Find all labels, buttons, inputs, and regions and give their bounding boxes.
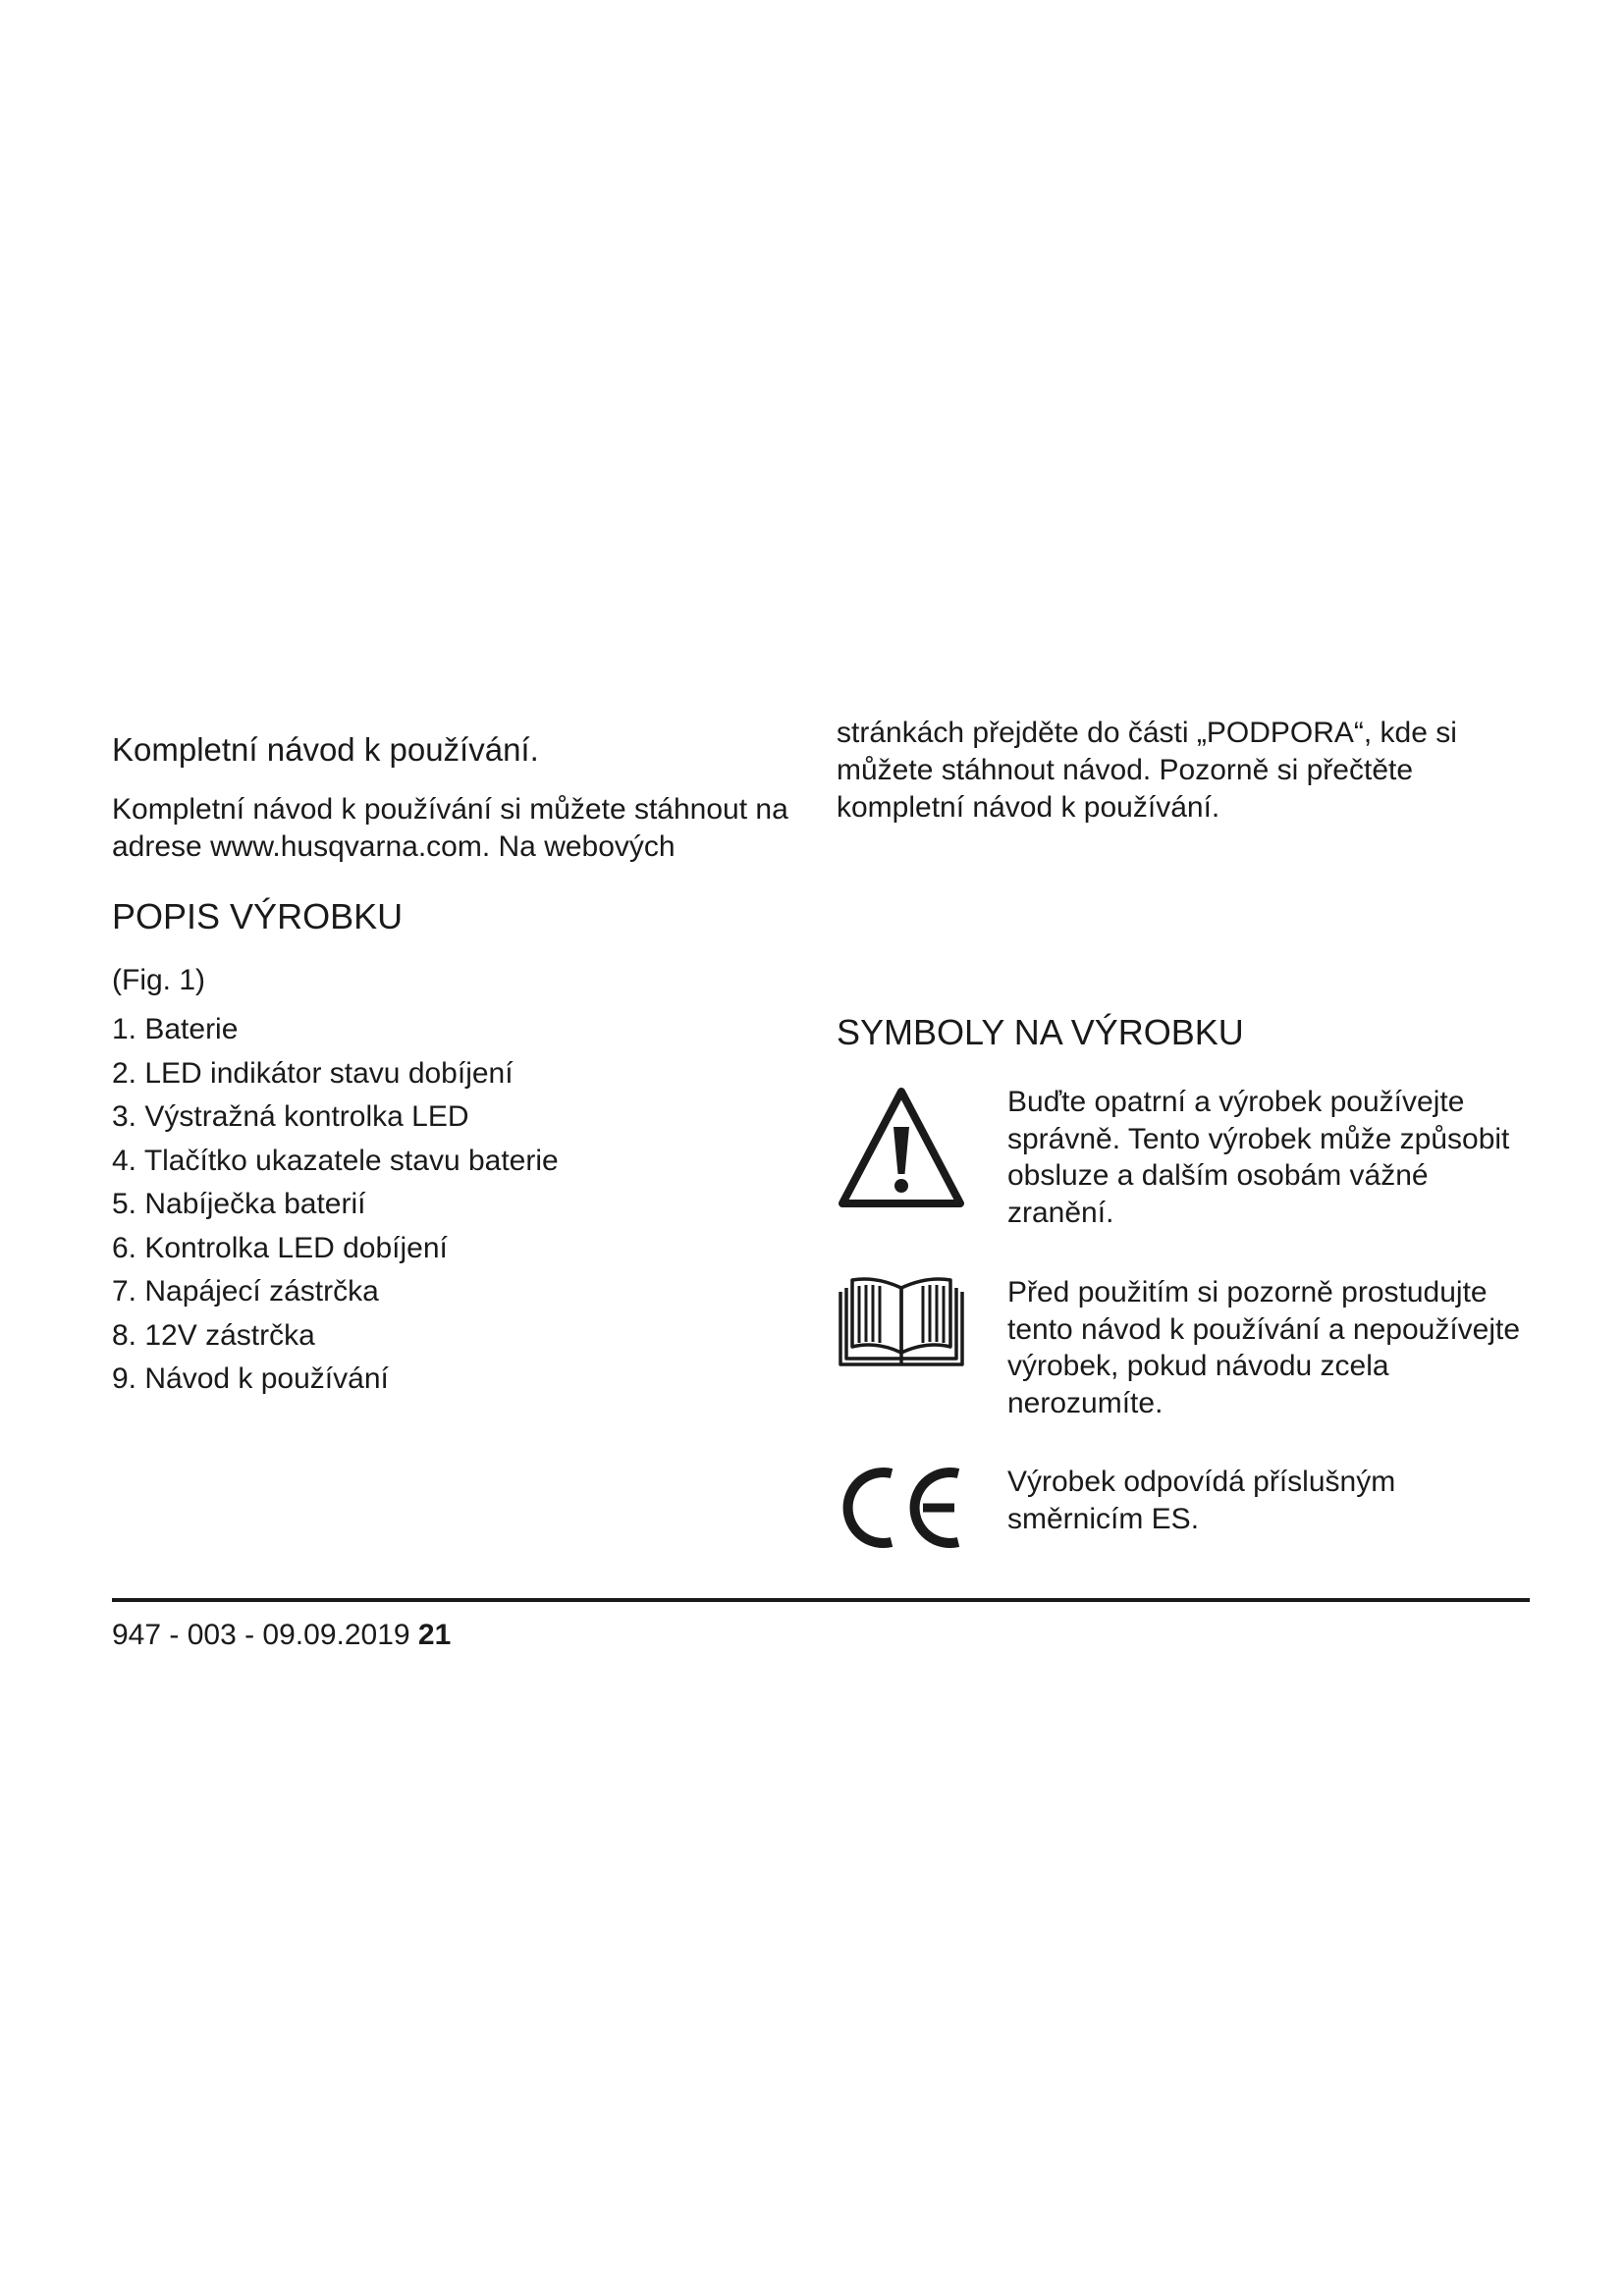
parts-list (112, 1008, 799, 1402)
open-book-icon (837, 1274, 966, 1402)
document-code: 947 - 003 - 09.09.2019 (112, 1619, 410, 1651)
list-item: 9. Návod k používání (112, 1362, 389, 1395)
list-item: 4. Tlačítko ukazatele stavu baterie (112, 1144, 559, 1177)
symbol-description: Buďte opatrní a výrobek používejte správně. Tento výrobek může způsobit obsluze a dalším osobám vážné zranění. (1007, 1086, 1510, 1229)
symbol-description: Výrobek odpovídá příslušným směrnicím ES. (1007, 1466, 1396, 1535)
product-description-heading: POPIS VÝROBKU (112, 896, 404, 936)
footer-divider (112, 1598, 1530, 1602)
list-item: 1. Baterie (112, 1013, 239, 1045)
warning-triangle-icon (837, 1084, 966, 1211)
footer (112, 1618, 451, 1653)
ce-mark-icon (837, 1464, 966, 1591)
symbol-row-warning (837, 1084, 1543, 1241)
list-item: 3. Výstražná kontrolka LED (112, 1100, 469, 1133)
list-item: 2. LED indikátor stavu dobíjení (112, 1056, 514, 1090)
symbol-description: Před použitím si pozorně prostudujte tento návod k používání a nepoužívejte výrobek, pokud návodu zcela nerozumíte. (1007, 1276, 1521, 1419)
manual-download-heading: Kompletní návod k používání. (112, 731, 539, 768)
list-item: 8. 12V zástrčka (112, 1318, 315, 1352)
list-item: 7. Napájecí zástrčka (112, 1275, 379, 1308)
manual-download-text-continued: stránkách přejděte do části „PODPORA“, kde si můžete stáhnout návod. Pozorně si přečtěte kompletní návod k používání. (837, 717, 1457, 824)
symbol-row-manual (837, 1274, 1543, 1431)
list-item: 6. Kontrolka LED dobíjení (112, 1231, 448, 1264)
page-number: 21 (417, 1619, 452, 1651)
symbols-heading: SYMBOLY NA VÝROBKU (837, 1012, 1244, 1052)
manual-download-text: Kompletní návod k používání si můžete stáhnout na adrese www.husqvarna.com. Na webových (112, 793, 788, 863)
list-item: 5. Nabíječka baterií (112, 1188, 366, 1220)
symbol-row-ce (837, 1464, 1543, 1621)
figure-reference: (Fig. 1) (112, 964, 206, 996)
